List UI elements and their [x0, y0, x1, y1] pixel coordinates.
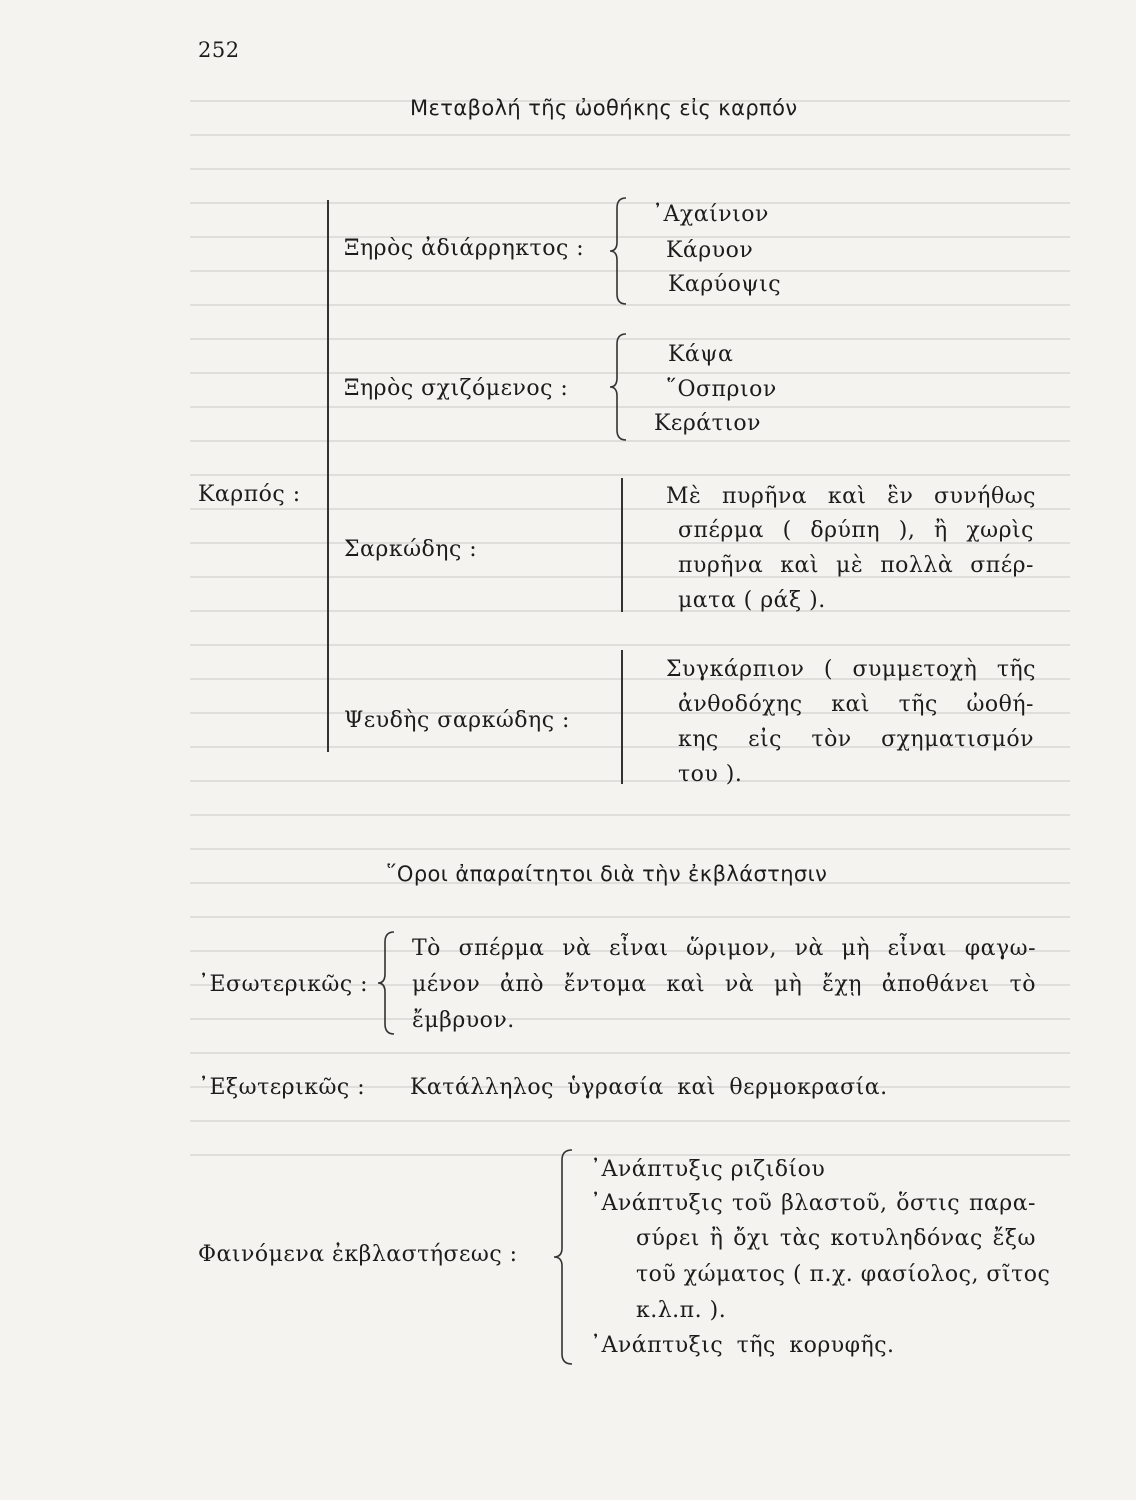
- internal-conditions-line-3: ἔμβρυον.: [412, 1008, 515, 1033]
- false-fleshy-desc-line-3: κης εἰς τὸν σχηματισμόν: [678, 727, 1034, 752]
- fruit-type-capsule: Κάψα: [668, 342, 734, 367]
- main-bracket: [327, 200, 329, 752]
- fleshy-desc-line-1: Μὲ πυρῆνα καὶ ἓν συνήθως: [666, 484, 1036, 509]
- phenomena-line-3: σύρει ἢ ὄχι τὰς κοτυληδόνας ἔξω: [636, 1226, 1036, 1251]
- fleshy-desc-line-4: ματα ( ράξ ).: [678, 588, 826, 613]
- false-fleshy-desc-line-4: του ).: [678, 762, 743, 787]
- phenomena-line-4: τοῦ χώματος ( π.χ. φασίολος, σῖτος: [636, 1262, 1051, 1287]
- bracket-fleshy: [621, 478, 623, 612]
- fruit-type-nut: Κάρυον: [666, 238, 754, 263]
- internal-conditions-label: ᾿Εσωτερικῶς :: [198, 972, 369, 997]
- brace-internal-conditions: [376, 930, 400, 1036]
- brace-dry-dehiscent: [608, 332, 632, 442]
- brace-dry-indehiscent: [608, 196, 632, 306]
- group-label-false-fleshy: Ψευδὴς σαρκώδης :: [344, 708, 570, 733]
- group-label-dry-indehiscent: Ξηρὸς ἀδιάρρηκτος :: [344, 236, 585, 261]
- phenomena-line-2: ᾿Ανάπτυξις τοῦ βλαστοῦ, ὅστις παρα-: [590, 1191, 1036, 1216]
- bracket-false-fleshy: [621, 650, 623, 784]
- internal-conditions-line-1: Τὸ σπέρμα νὰ εἶναι ὥριμον, νὰ μὴ εἶναι φαγω-: [412, 936, 1036, 961]
- fleshy-desc-line-3: πυρῆνα καὶ μὲ πολλὰ σπέρ-: [678, 553, 1034, 578]
- section-title-fruit: Μεταβολή τῆς ὠοθήκης εἰς καρπόν: [410, 96, 798, 120]
- fleshy-desc-line-2: σπέρμα ( δρύπη ), ἢ χωρὶς: [678, 518, 1034, 543]
- fruit-type-legume: ῞Οσπριον: [666, 377, 777, 402]
- fruit-type-achene: ᾿Αχαίνιον: [652, 202, 769, 227]
- brace-germination-phenomena: [552, 1148, 578, 1366]
- phenomena-line-6: ᾿Ανάπτυξις τῆς κορυφῆς.: [590, 1333, 895, 1358]
- fruit-type-caryopsis: Καρύοψις: [668, 272, 782, 297]
- page-number: 252: [198, 38, 240, 62]
- false-fleshy-desc-line-1: Συγκάρπιον ( συμμετοχὴ τῆς: [666, 657, 1036, 682]
- fruit-type-siliqua: Κεράτιον: [654, 411, 762, 436]
- external-conditions-text: Κατάλληλος ὑγρασία καὶ θερμοκρασία.: [410, 1075, 888, 1100]
- internal-conditions-line-2: μένον ἀπὸ ἔντομα καὶ νὰ μὴ ἔχῃ ἀποθάνει τὸ: [412, 972, 1036, 997]
- phenomena-line-5: κ.λ.π. ).: [636, 1298, 727, 1323]
- group-label-dry-dehiscent: Ξηρὸς σχιζόμενος :: [344, 376, 569, 401]
- section-title-germination-conditions: ῞Οροι ἀπαραίτητοι διὰ τὴν ἐκβλάστησιν: [386, 862, 828, 886]
- external-conditions-label: ᾿Εξωτερικῶς :: [198, 1075, 366, 1100]
- group-label-fleshy: Σαρκώδης :: [344, 537, 478, 562]
- phenomena-line-1: ᾿Ανάπτυξις ριζιδίου: [590, 1157, 826, 1182]
- false-fleshy-desc-line-2: ἀνθοδόχης καὶ τῆς ὠοθή-: [678, 692, 1034, 717]
- germination-phenomena-label: Φαινόμενα ἐκβλαστήσεως :: [198, 1242, 518, 1267]
- fruit-root-label: Καρπός :: [198, 482, 301, 507]
